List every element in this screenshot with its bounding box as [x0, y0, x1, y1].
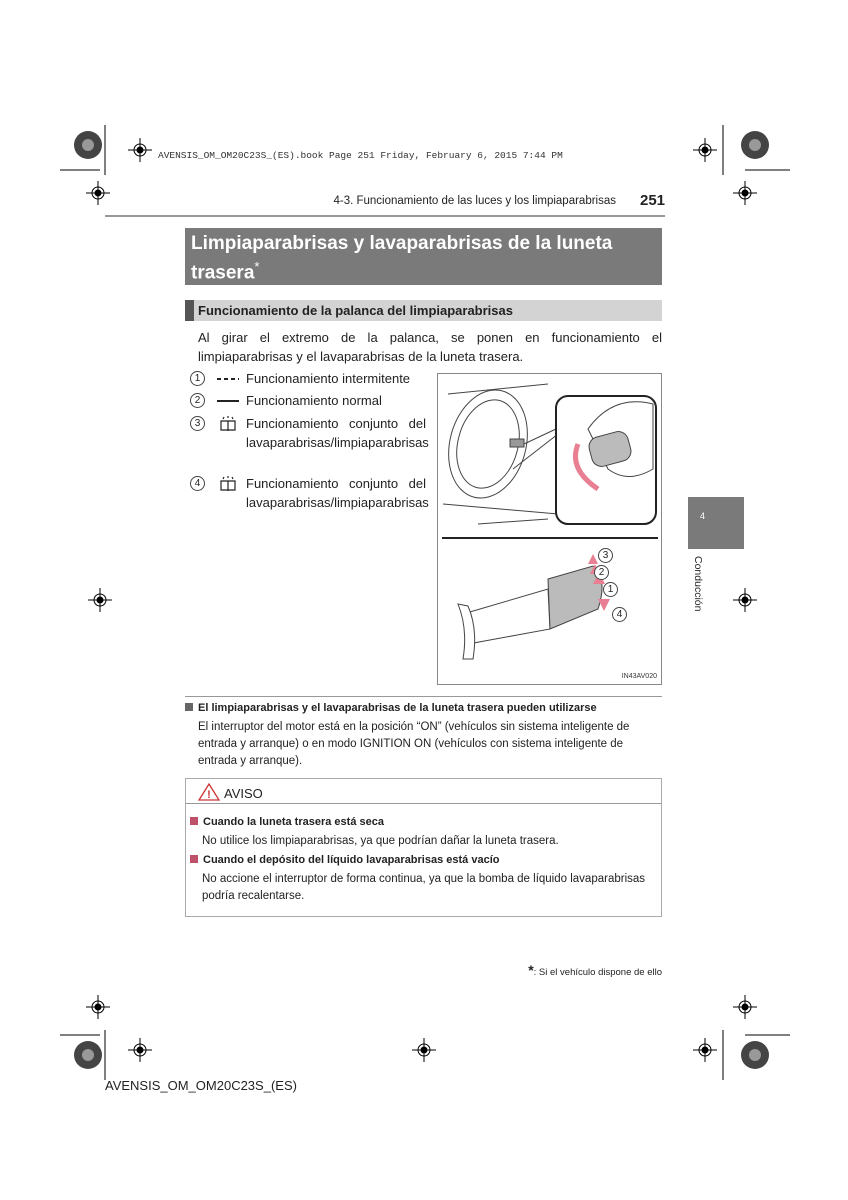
chapter-label: Conducción	[692, 556, 704, 612]
title-text: Limpiaparabrisas y lavaparabrisas de la luneta trasera	[191, 233, 613, 284]
figure-label-2: 2	[594, 565, 609, 580]
number-badge: 1	[190, 371, 205, 386]
book-info-line: AVENSIS_OM_OM20C23S_(ES).book Page 251 Friday, February 6, 2015 7:44 PM	[158, 150, 563, 161]
aviso-box	[185, 778, 662, 917]
wiper-lever-illustration	[437, 373, 662, 685]
note-heading	[185, 702, 597, 714]
intro-paragraph: Al girar el extremo de la palanca, se ponen en funcionamiento el limpiaparabrisas y el lavaparabrisas de la luneta trasera.	[198, 330, 662, 364]
svg-text:!: !	[207, 789, 211, 801]
footer-doc-id: AVENSIS_OM_OM20C23S_(ES)	[105, 1078, 297, 1093]
chapter-tab: 4	[688, 497, 744, 549]
square-bullet-icon	[185, 703, 193, 711]
list-item	[190, 414, 429, 452]
item-text: Funcionamiento conjunto del lavaparabrisas/limpiaparabrisas	[246, 416, 429, 450]
item-text: Funcionamiento intermitente	[246, 371, 411, 386]
aviso-heading	[190, 854, 499, 866]
aviso-label: AVISO	[224, 786, 263, 801]
aviso-heading-text: Cuando la luneta trasera está seca	[203, 816, 384, 828]
lever-drawing	[458, 566, 602, 659]
figure-label-4: 4	[612, 607, 627, 622]
figure-label-1: 1	[603, 582, 618, 597]
dashed-line-icon	[217, 369, 239, 393]
item-text: Funcionamiento normal	[246, 393, 382, 408]
header-rule	[105, 215, 665, 217]
note-text: El interruptor del motor está en la posición “ON” (vehículos sin sistema inteligente de entrada y arranque) o en modo IGNITION ON (vehículos con sistema inteligente de entrada y arranque).	[198, 721, 630, 767]
list-item	[190, 391, 426, 410]
number-badge: 3	[190, 416, 205, 431]
title-footnote-mark: *	[254, 259, 260, 274]
number-badge: 4	[190, 476, 205, 491]
page-title	[185, 228, 662, 285]
subheading: Funcionamiento de la palanca del limpiaparabrisas	[185, 300, 662, 321]
aviso-header	[186, 779, 661, 804]
rear-washer-icon	[217, 414, 239, 438]
footnote	[528, 962, 662, 978]
square-bullet-icon	[190, 817, 198, 825]
section-header: 4-3. Funcionamiento de las luces y los limpiaparabrisas	[333, 195, 616, 207]
rear-washer-icon	[217, 474, 239, 498]
aviso-text: No accione el interruptor de forma continua, ya que la bomba de líquido lavaparabrisas podría recalentarse.	[202, 873, 646, 902]
aviso-heading-text: Cuando el depósito del líquido lavaparabrisas está vacío	[203, 854, 500, 866]
note-rule	[185, 696, 662, 697]
solid-line-icon	[217, 391, 239, 415]
footnote-text: : Si el vehículo dispone de ello	[533, 967, 662, 978]
list-item	[190, 474, 429, 512]
square-bullet-icon	[190, 855, 198, 863]
note-heading-text: El limpiaparabrisas y el lavaparabrisas de la luneta trasera pueden utilizarse	[198, 702, 597, 714]
number-badge: 2	[190, 393, 205, 408]
aviso-heading	[190, 816, 384, 828]
footnote-mark: *	[528, 962, 534, 978]
figure-label-3: 3	[598, 548, 613, 563]
item-text: Funcionamiento conjunto del lavaparabrisas/limpiaparabrisas	[246, 476, 429, 510]
figure-id: IN43AV020	[621, 673, 657, 680]
aviso-text: No utilice los limpiaparabrisas, ya que podrían dañar la luneta trasera.	[202, 835, 559, 847]
list-item	[190, 369, 426, 388]
steering-wheel-drawing	[438, 381, 558, 524]
warning-triangle-icon	[198, 783, 220, 801]
page-number: 251	[640, 192, 666, 209]
